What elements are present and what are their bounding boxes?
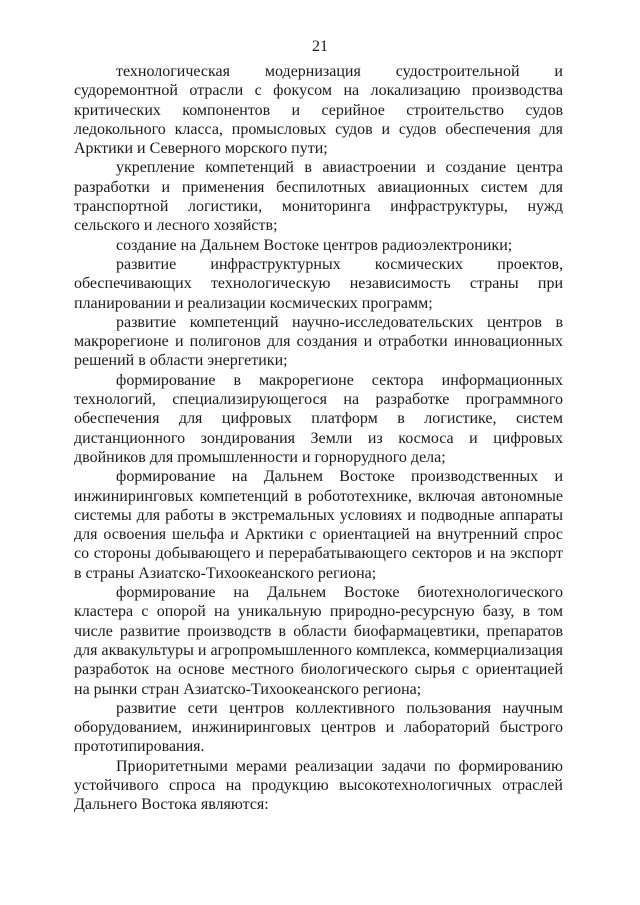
paragraph-priority-measures: Приоритетными мерами реализации задачи по формированию устойчивого спроса на продукцию высокотехнологичных отраслей Дальнего Востока являются: xyxy=(74,757,563,814)
paragraph-aviation: укрепление компетенций в авиастроении и создание центра разработки и применения беспилотных авиационных систем для транспортной логистики, мониторинга инфраструктуры, нужд сельского и лесного хозяйств; xyxy=(74,159,563,235)
paragraph-biotech-cluster: формирование на Дальнем Востоке биотехнологического кластера с опорой на уникальную природно-ресурсную базу, в том числе развитие производств в области биофармацевтики, препаратов для аквакультуры и агропромышленного комплекса, коммерциализация разработок на основе местного биологического сырья с ориентацией на рынки стран Азиатско-Тихоокеанского региона; xyxy=(74,584,563,698)
paragraph-space-projects: развитие инфраструктурных космических проектов, обеспечивающих технологическую независимость страны при планировании и реализации космических программ; xyxy=(74,255,563,312)
paragraph-robotics: формирование на Дальнем Востоке производственных и инжиниринговых компетенций в робототехнике, включая автономные системы для работы в экстремальных условиях и подводные аппараты для освоения шельфа и Арктики с ориентацией на внутренний спрос со стороны добывающего и перерабатывающего секторов и на экспорт в страны Азиатско-Тихоокеанского региона; xyxy=(74,468,563,582)
paragraph-shipbuilding: технологическая модернизация судостроительной и судоремонтной отрасли с фокусом на локализацию производства критических компонентов и серийное строительство судов ледокольного класса, промысловых судов и судов обеспечения для Арктики и Северного морского пути; xyxy=(74,63,563,158)
page-number: 21 xyxy=(312,38,328,55)
paragraph-radioelectronics: создание на Дальнем Востоке центров радиоэлектроники; xyxy=(116,236,513,254)
document-body xyxy=(74,62,563,815)
paragraph-shared-use-centers: развитие сети центров коллективного пользования научным оборудованием, инжиниринговых центров и лабораторий быстрого прототипирования. xyxy=(74,699,563,756)
paragraph-it-sector: формирование в макрорегионе сектора информационных технологий, специализирующегося на разработке программного обеспечения для цифровых платформ в логистике, систем дистанционного зондирования Земли из космоса и цифровых двойников для промышленности и горнорудного дела; xyxy=(74,371,563,466)
paragraph-energy-research: развитие компетенций научно-исследовательских центров в макрорегионе и полигонов для создания и отработки инновационных решений в области энергетики; xyxy=(74,313,563,370)
